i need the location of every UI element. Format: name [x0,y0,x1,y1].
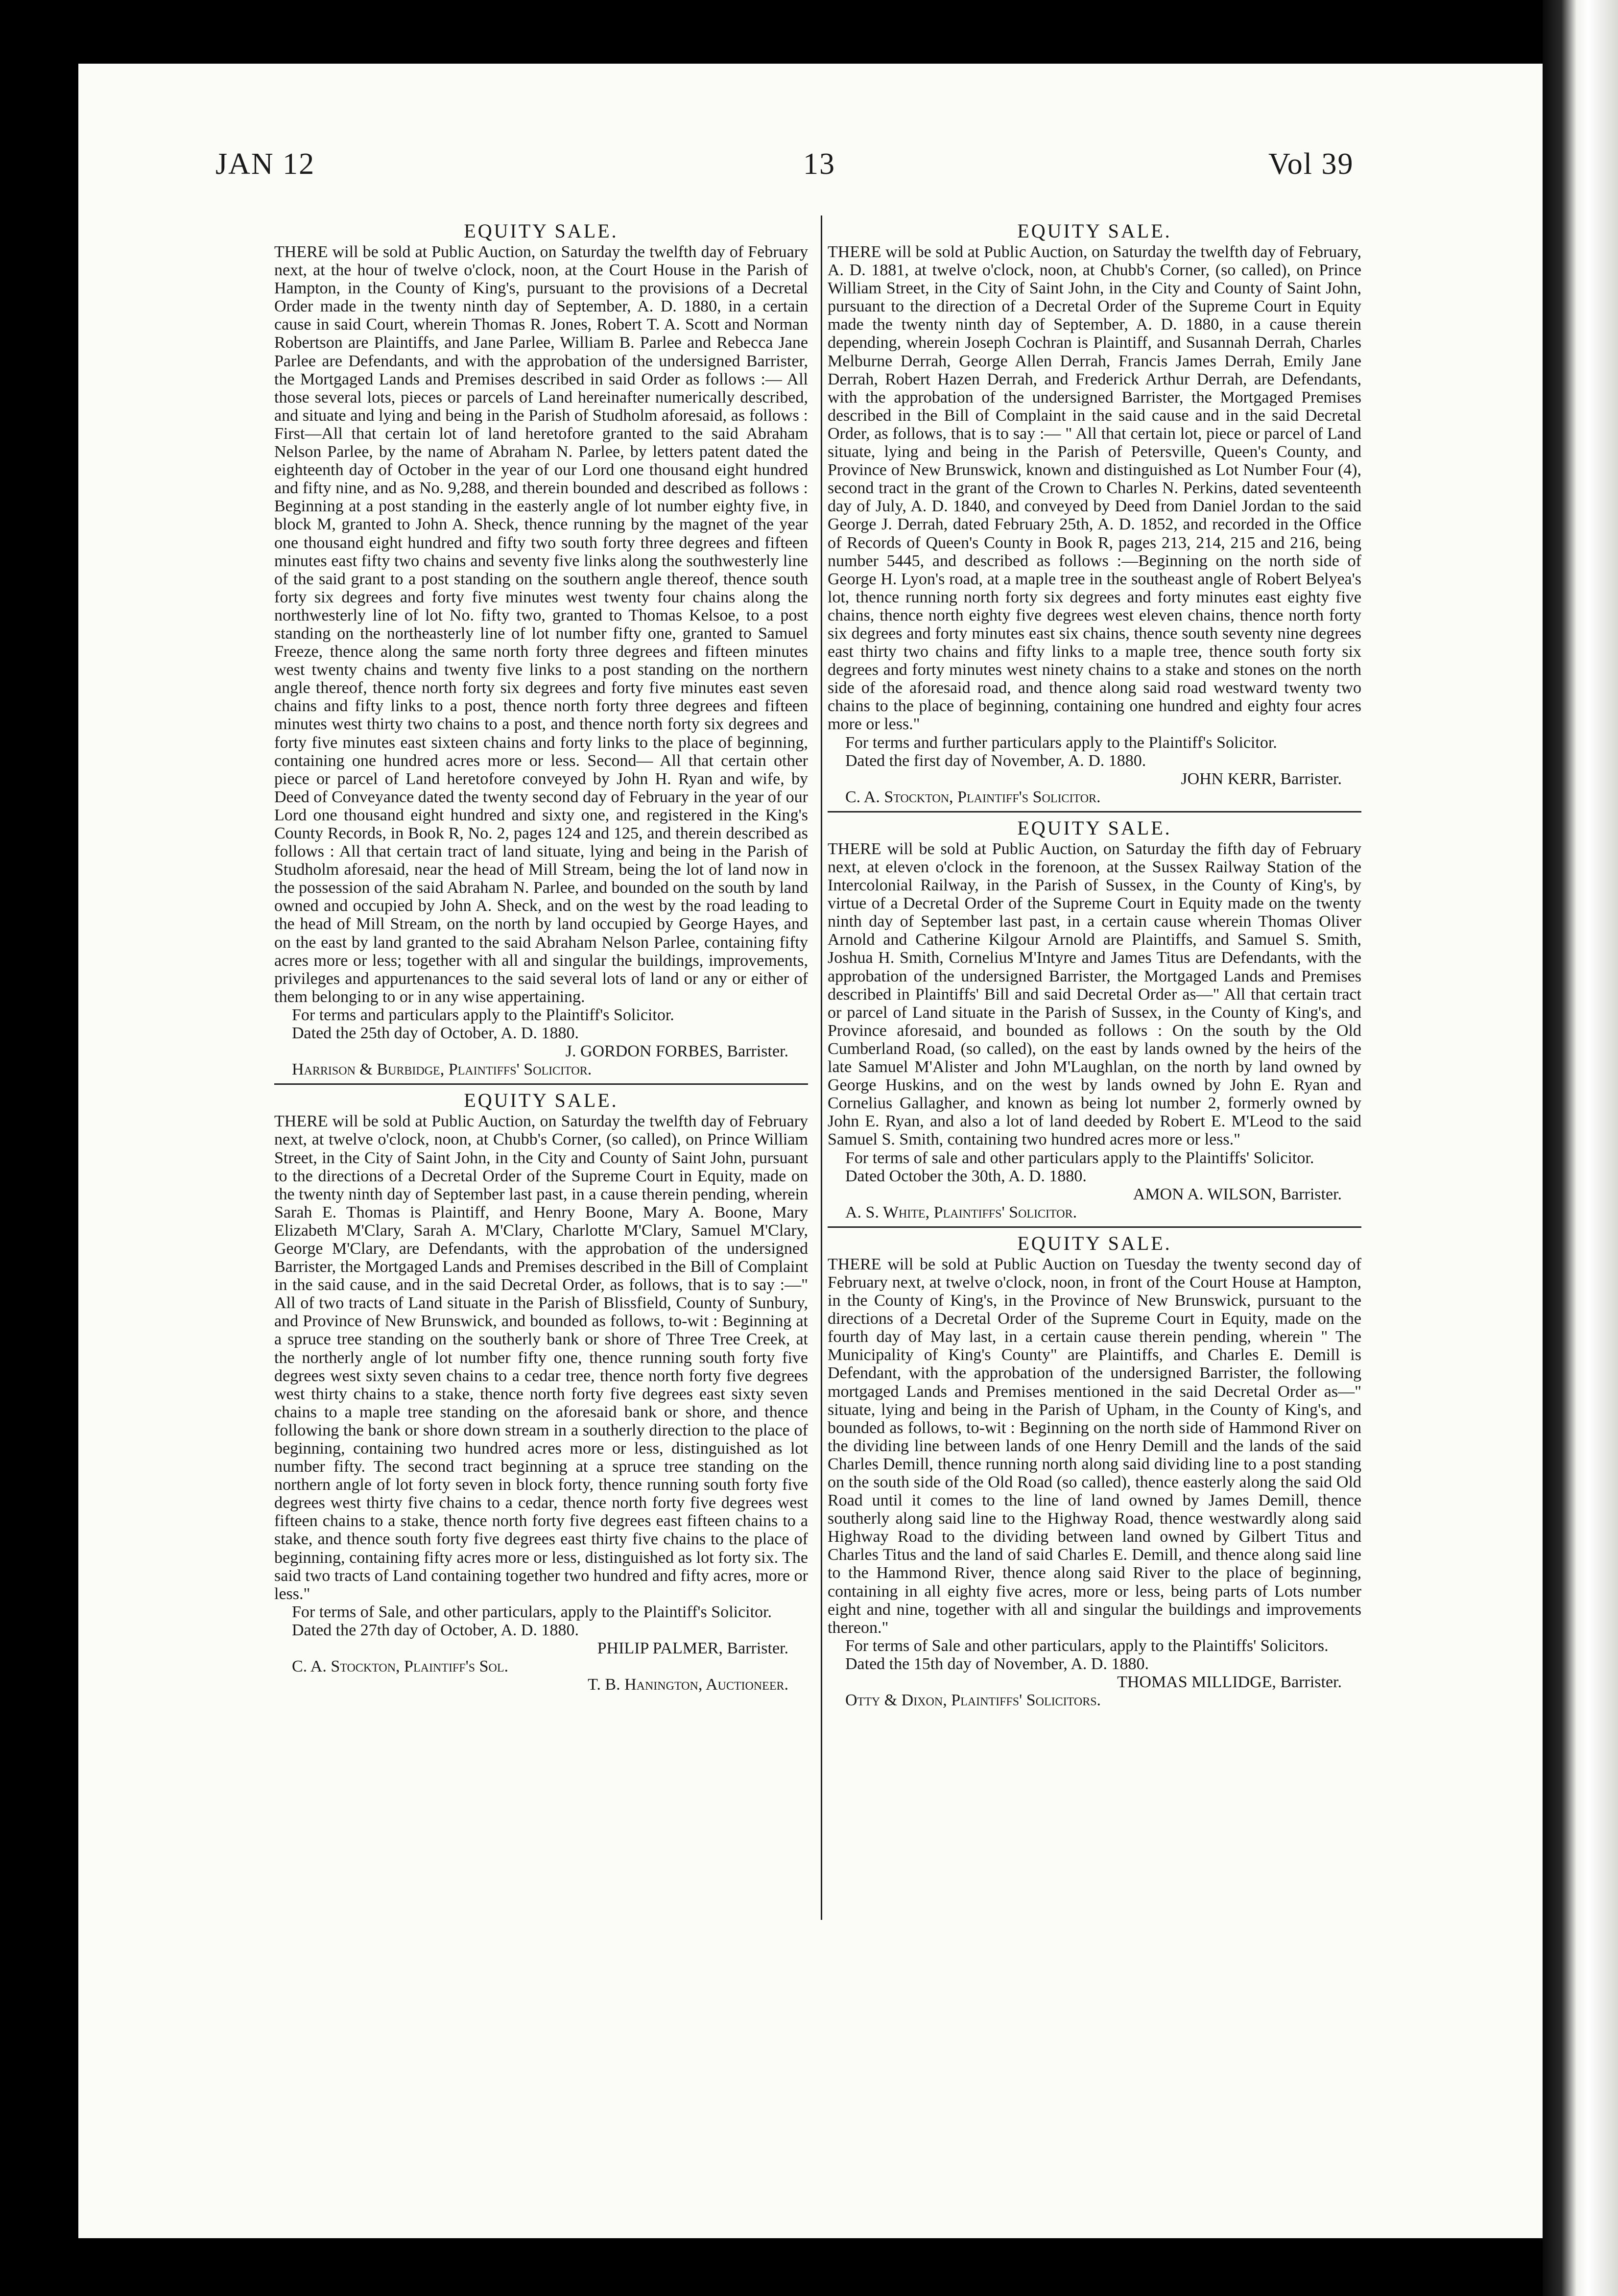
equity-sale-notice [274,220,808,1078]
notice-solicitor: C. A. Stockton, Plaintiff's Sol. [292,1657,509,1676]
notice-terms: For terms and further particulars apply to the Plaintiff's Solicitor. [845,733,1277,752]
notice-title: EQUITY SALE. [1017,1232,1172,1254]
volume-number: Vol 39 [1268,147,1354,181]
notice-barrister: JOHN KERR, Barrister. [1181,769,1342,788]
notice-title: EQUITY SALE. [464,1089,619,1112]
notice-body: THERE will be sold at Public Auction, on Saturday the twelfth day of February next, at the hour of twelve o'clock, noon, at the Court House in the Parish of Hampton, in the County of King's, pursuant to the provisions of a Decretal Order made in the twenty ninth day of September, A. D. 1880, in a certain cause in said Court, wherein Thomas R. Jones, Robert T. A. Scott and Norman Robertson are Plaintiffs, and Jane Parlee, William B. Parlee and Rebecca Jane Parlee are Defendants, and with the approbation of the undersigned Barrister, the Mortgaged Lands and Premises described in said Order as follows :— All those several lots, pieces or parcels of Land hereinafter numerically described, and situate and lying and being in the Parish of Studholm aforesaid, as follows : First—All that certain lot of land heretofore granted to the said Abraham Nelson Parlee, by the name of Abraham N. Parlee, by letters patent dated the eighteenth day of October in the year of our Lord one thousand eight hundred and fifty nine, and as No. 9,288, and therein bounded and described as follows : Beginning at a post standing in the easterly angle of lot number eighty five, in block M, granted to John A. Sheck, thence running by the magnet of the year one thousand eight hundred and fifty two south forty three degrees and fifteen minutes east fifty two chains and seventy five links along the southwesterly line of the said grant to a post standing on the southern angle thereof, thence south forty six degrees and forty five minutes west twenty four chains along the northwesterly line of lot No. fifty two, granted to Thomas Kelsoe, to a post standing on the northeasterly line of lot number fifty one, granted to Samuel Freeze, thence along the same north forty three degrees and fifteen minutes west twenty chains and twenty five links to a post standing on the northern angle thereof, thence north forty six degrees and forty five minutes east seven chains and fifty links to a post, thence north forty three degrees and fifteen minutes west thirty two chains to a post, and thence north forty six degrees and forty five minutes east sixteen chains and forty links to the place of beginning, containing one hundred acres more or less. Second— All that certain other piece or parcel of Land heretofore conveyed by John H. Ryan and wife, by Deed of Conveyance dated the twenty second day of February in the year of our Lord one thousand eight hundred and sixty one, and registered in the King's County Records, in Book R, No. 2, pages 124 and 125, and therein described as follows : All that certain tract of land situate, lying and being in the Parish of Studholm aforesaid, near the head of Mill Stream, being the lot of land now in the possession of the said Abraham N. Parlee, and bounded on the south by land owned and occupied by John A. Sheck, and on the west by the road leading to the head of Mill Stream, on the north by land occupied by George Hayes, and on the east by land granted to the said Abraham Nelson Parlee, containing fifty acres more or less; together with all and singular the buildings, improvements, privileges and appurtenances to the said several lots of land or any or either of them belonging to or in any wise appertaining. [274,243,808,1006]
notice-terms: For terms of Sale, and other particulars, apply to the Plaintiff's Solicitor. [292,1602,772,1621]
notice-barrister: PHILIP PALMER, Barrister. [597,1639,788,1658]
notice-divider [828,1226,1361,1228]
notice-solicitor: A. S. White, Plaintiffs' Solicitor. [845,1203,1077,1221]
notice-date: Dated the first day of November, A. D. 1880. [845,751,1146,770]
notice-divider [828,811,1361,813]
notice-terms: For terms of sale and other particulars apply to the Plaintiffs' Solicitor. [845,1148,1314,1167]
notice-barrister: AMON A. WILSON, Barrister. [1133,1185,1342,1203]
notice-body: THERE will be sold at Public Auction, on Saturday the fifth day of February next, at eleven o'clock in the forenoon, at the Sussex Railway Station of the Intercolonial Railway, in the Parish of Sussex, in the County of King's, by virtue of a Decretal Order of the Supreme Court in Equity made on the twenty ninth day of September last past, in a certain cause wherein Thomas Oliver Arnold and Catherine Kilgour Arnold are Plaintiffs, and Samuel S. Smith, Joshua H. Smith, Cornelius M'Intyre and James Titus are Defendants, with the approbation of the undersigned Barrister, the Mortgaged Lands and Premises described in Plaintiffs' Bill and said Decretal Order as—" All that certain tract or parcel of Land situate in the Parish of Sussex, in the County of King's, and Province aforesaid, and bounded as follows : On the south by the Old Cumberland Road, (so called), on the east by lands owned by the heirs of the late Samuel M'Alister and John M'Laughlan, on the north by land owned by George Huskins, and on the west by lands owned by John E. Ryan and Cornelius Gallagher, and known as being lot number 2, formerly owned by John E. Ryan, and also a lot of land deeded by Robert E. M'Leod to the said Samuel S. Smith, containing two hundred acres more or less." [828,839,1361,1149]
notice-date: Dated the 25th day of October, A. D. 1880. [292,1024,579,1043]
column-divider [821,215,822,1920]
equity-sale-notice [828,220,1361,806]
notice-divider [274,1083,808,1085]
notice-terms: For terms and particulars apply to the Plaintiff's Solicitor. [292,1005,674,1024]
notice-terms: For terms of Sale and other particulars, apply to the Plaintiffs' Solicitors. [845,1636,1329,1655]
notice-auctioneer: T. B. Hanington, Auctioneer. [588,1675,788,1694]
page-number: 13 [803,147,835,181]
notice-solicitor: Harrison & Burbidge, Plaintiffs' Solicitor. [292,1060,592,1079]
notice-solicitor: Otty & Dixon, Plaintiffs' Solicitors. [845,1691,1101,1710]
notice-solicitor: C. A. Stockton, Plaintiff's Solicitor. [845,788,1101,806]
notice-date: Dated October the 30th, A. D. 1880. [845,1167,1087,1185]
notice-body: THERE will be sold at Public Auction, on Saturday the twelfth day of February, A. D. 1881, at twelve o'clock, noon, at Chubb's Corner, (so called), on Prince William Street, in the City of Saint John, in the City and County of Saint John, pursuant to the direction of a Decretal Order of the Supreme Court in Equity made the twenty ninth day of September, A. D. 1880, in a cause therein depending, wherein Joseph Cochran is Plaintiff, and Susannah Derrah, Charles Melburne Derrah, George Allen Derrah, Francis James Derrah, Emily Jane Derrah, Robert Hazen Derrah, and Frederick Arthur Derrah, are Defendants, with the approbation of the undersigned Barrister, the Mortgaged Premises described in the Bill of Complaint in the said cause and in the said Decretal Order, as follows, that is to say :— " All that certain lot, piece or parcel of Land situate, lying and being in the Parish of Petersville, Queen's County, and Province of New Brunswick, known and distinguished as Lot Number Four (4), second tract in the grant of the Crown to Charles N. Perkins, dated seventeenth day of July, A. D. 1840, and conveyed by Deed from Daniel Jordan to the said George J. Derrah, dated February 25th, A. D. 1852, and recorded in the Office of Records of Queen's County in Book R, pages 213, 214, 215 and 216, being number 5445, and described as follows :—Beginning on the north side of George H. Lyon's road, at a maple tree in the southeast angle of Robert Belyea's lot, thence running north forty six degrees and forty minutes east eighty five chains, thence north eighty five degrees west eleven chains, thence north forty six degrees and forty minutes east six chains, thence south seventy nine degrees east thirty two chains and fifty links to a maple tree, thence south forty six degrees and forty minutes west ninety chains to a stake and stones on the north side of the aforesaid road, and thence along said road westward twenty two chains to the place of beginning, containing one hundred and eighty four acres more or less." [828,243,1361,734]
notice-title: EQUITY SALE. [464,220,619,242]
book-binding-edge [1543,0,1618,2296]
issue-date: JAN 12 [215,147,315,181]
left-column [274,220,808,1694]
equity-sale-notice [828,817,1361,1221]
equity-sale-notice [828,1233,1361,1709]
notice-title: EQUITY SALE. [1017,816,1172,839]
right-column [828,220,1361,1709]
notice-barrister: THOMAS MILLIDGE, Barrister. [1117,1673,1342,1692]
notice-date: Dated the 27th day of October, A. D. 1880. [292,1621,579,1639]
equity-sale-notice [274,1090,808,1694]
notice-title: EQUITY SALE. [1017,220,1172,242]
notice-date: Dated the 15th day of November, A. D. 1880. [845,1654,1149,1673]
notice-body: THERE will be sold at Public Auction on Tuesday the twenty second day of February next, at twelve o'clock, noon, in front of the Court House at Hampton, in the County of King's, in the Province of New Brunswick, pursuant to the directions of a Decretal Order of the Supreme Court in Equity, made on the fourth day of May last, in a certain cause therein pending, wherein " The Municipality of King's County" are Plaintiffs, and Charles E. Demill is Defendant, with the approbation of the undersigned Barrister, the following mortgaged Lands and Premises mentioned in the said Decretal Order as—" situate, lying and being in the Parish of Upham, in the County of King's, and bounded as follows, to-wit : Beginning on the north side of Hammond River on the dividing line between lands of one Henry Demill and the lands of the said Charles Demill, thence running north along said dividing line to a post standing on the south side of the Old Road (so called), thence easterly along the said Old Road until it comes to the line of land owned by James Demill, thence southerly along said line to the Highway Road, thence westwardly along said Highway Road to the dividing between land owned by Gilbert Titus and Charles Titus and the land of said Charles E. Demill, and thence along said line to the Hammond River, thence along said River to the place of beginning, containing in all eighty five acres, more or less, being parts of Lots number eight and nine, together with all and singular the buildings and improvements thereon." [828,1255,1361,1637]
notice-body: THERE will be sold at Public Auction, on Saturday the twelfth day of February next, at twelve o'clock, noon, at Chubb's Corner, (so called), on Prince William Street, in the City of Saint John, in the City and County of Saint John, pursuant to the directions of a Decretal Order of the Supreme Court in Equity, made on the twenty ninth day of September last past, in a cause therein pending, wherein Sarah E. Thomas is Plaintiff, and Henry Boone, Mary A. Boone, Mary Elizabeth M'Clary, Sarah A. M'Clary, Charlotte M'Clary, Samuel M'Clary, George M'Clary, are Defendants, with the approbation of the undersigned Barrister, the Mortgaged Lands and Premises described in the Bill of Complaint in the said cause, and in the said Decretal Order, as follows, that is to say :—" All of two tracts of Land situate in the Parish of Blissfield, County of Sunbury, and Province of New Brunswick, and bounded as follows, to-wit : Beginning at a spruce tree standing on the southerly bank or shore of Three Tree Creek, at the northerly angle of lot number fifty one, thence running south forty five degrees west sixty seven chains to a cedar tree, thence north forty five degrees west thirty chains to a stake, thence north forty five degrees east sixty seven chains to a maple tree standing on the aforesaid bank or shore, and thence following the bank or shore down stream in a southerly direction to the place of beginning, containing two hundred acres more or less, distinguished as lot number fifty. The second tract beginning at a spruce tree standing on the northern angle of lot forty seven in block forty, thence running south forty five degrees west thirty five chains to a cedar, thence north forty five degrees west fifteen chains to a stake, thence north forty five degrees east fifteen chains to a stake, and thence south forty five degrees east thirty five chains to the place of beginning, containing fifty acres more or less, distinguished as lot forty six. The said two tracts of Land containing together two hundred and fifty acres, more or less." [274,1112,808,1603]
notice-barrister: J. GORDON FORBES, Barrister. [565,1042,788,1061]
